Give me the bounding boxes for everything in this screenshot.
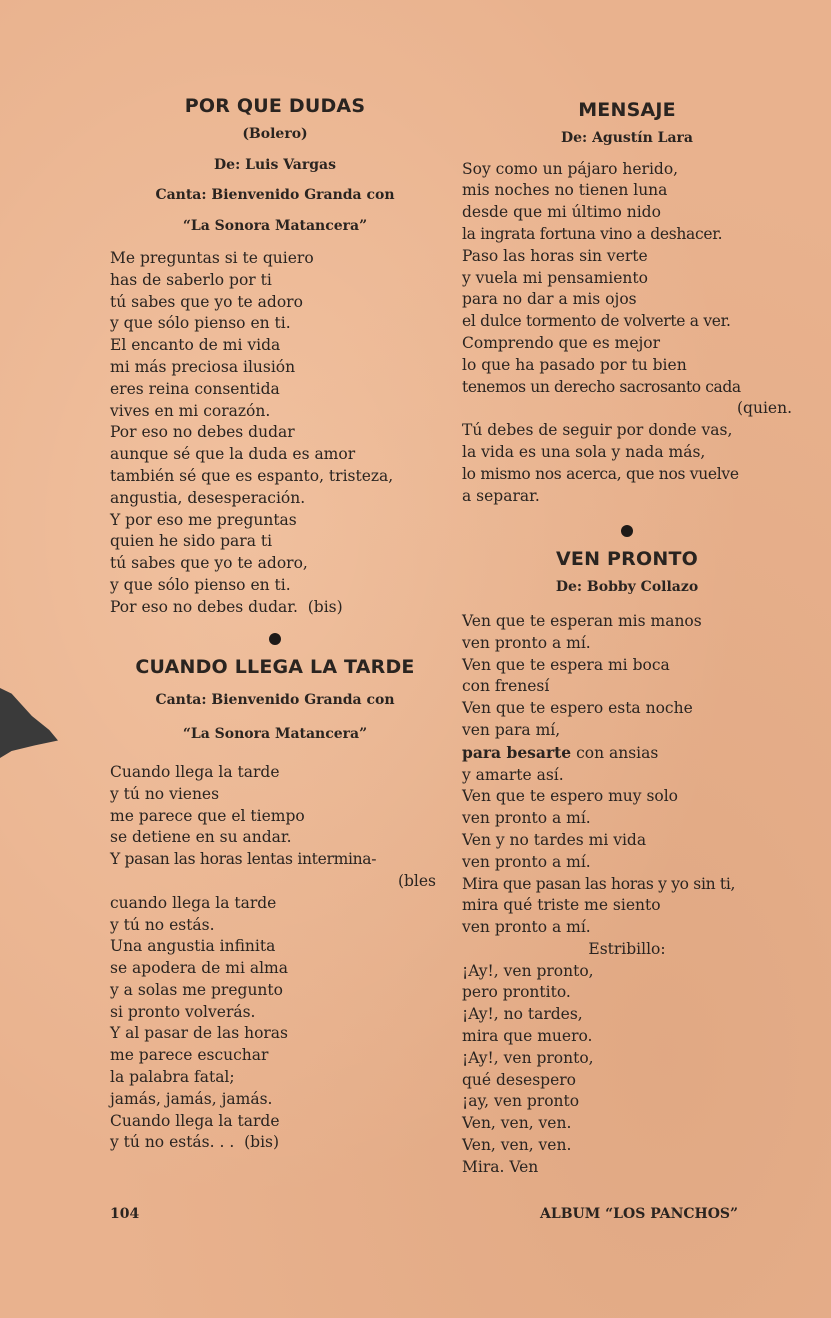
song-performer: Canta: Bienvenido Granda con — [155, 187, 395, 204]
lyric-line: has de saberlo por ti — [110, 270, 272, 289]
lyric-line: a separar. — [462, 486, 540, 505]
lyric-line: la palabra fatal; — [110, 1068, 235, 1087]
lyric-line: ven para mí, — [462, 720, 561, 739]
lyric-continuation: (quien. — [737, 399, 792, 418]
lyrics-mensaje — [462, 159, 792, 508]
section-bullet — [269, 633, 281, 645]
lyric-line: Ven que te espero muy solo — [462, 787, 679, 806]
album-name: ALBUM “LOS PANCHOS” — [540, 1206, 739, 1222]
lyric-line: vives en mi corazón. — [110, 401, 271, 420]
lyric-line: Mira. Ven — [462, 1157, 539, 1176]
lyric-continuation: (bles — [397, 871, 436, 890]
lyric-line: y tú no estás. . . (bis) — [110, 1133, 280, 1152]
lyric-line: y que sólo pienso en ti. — [110, 575, 291, 594]
page-number: 104 — [110, 1206, 140, 1222]
lyric-line: y tú no estás. — [110, 915, 215, 934]
lyric-line: y amarte así. — [462, 765, 564, 784]
lyric-line: se apodera de mi alma — [110, 959, 288, 978]
lyric-line: mis noches no tienen luna — [462, 181, 668, 200]
lyric-line: jamás, jamás, jamás. — [110, 1089, 273, 1108]
lyric-line: qué desespero — [462, 1070, 577, 1089]
song-genre: (Bolero) — [242, 125, 308, 142]
lyric-line: Ven que te esperan mis manos — [462, 611, 702, 630]
song-performer-group: “La Sonora Matancera” — [182, 726, 368, 743]
lyric-line: pero prontito. — [462, 983, 571, 1002]
lyric-line: ¡Ay!, ven pronto, — [462, 961, 594, 980]
lyric-line: tenemos un derecho sacrosanto cada — [462, 377, 741, 396]
lyric-line: se detiene en su andar. — [110, 828, 292, 847]
lyric-line: Soy como un pájaro herido, — [462, 159, 679, 178]
lyric-line: la ingrata fortuna vino a deshacer. — [462, 224, 723, 243]
lyric-line: mi más preciosa ilusión — [110, 357, 296, 376]
lyric-line: cuando llega la tarde — [110, 893, 277, 912]
lyric-line: Y pasan las horas lentas intermina- — [110, 850, 377, 869]
lyric-line: Cuando llega la tarde — [110, 1111, 280, 1130]
lyric-line: me parece que el tiempo — [110, 806, 305, 825]
lyric-line: Por eso no debes dudar. (bis) — [110, 597, 343, 616]
lyric-line: Paso las horas sin verte — [462, 246, 648, 265]
lyric-line: eres reina consentida — [110, 379, 280, 398]
lyric-line: también sé que es espanto, tristeza, — [110, 466, 394, 485]
song-title-ven-pronto: VEN PRONTO — [556, 548, 698, 571]
lyric-line: Ven, ven, ven. — [462, 1114, 572, 1133]
lyric-line: tú sabes que yo te adoro — [110, 292, 303, 311]
lyric-line: Y al pasar de las horas — [110, 1024, 289, 1043]
lyric-line: Me preguntas si te quiero — [110, 248, 314, 267]
lyric-line: ¡Ay!, no tardes, — [462, 1005, 583, 1024]
lyric-line: Ven que te espera mi boca — [462, 655, 670, 674]
song-author: De: Bobby Collazo — [555, 579, 699, 596]
lyric-line: Mira que pasan las horas y yo sin ti, — [462, 874, 736, 893]
song-author: De: Agustín Lara — [560, 129, 693, 146]
right-column — [462, 100, 792, 1179]
lyric-line: aunque sé que la duda es amor — [110, 445, 356, 464]
song-author: De: Luis Vargas — [214, 156, 336, 173]
torn-edge — [0, 688, 58, 758]
song-title-por-que-dudas: POR QUE DUDAS — [184, 95, 366, 117]
song-title-cuando-llega-la-tarde: CUANDO LLEGA LA TARDE — [135, 655, 415, 678]
lyric-line: mira qué triste me siento — [462, 896, 661, 915]
lyric-line-mixed — [462, 742, 792, 765]
lyric-line: Por eso no debes dudar — [110, 423, 295, 442]
lyric-line: ven pronto a mí. — [462, 852, 591, 871]
lyric-line: lo que ha pasado por tu bien — [462, 355, 687, 374]
lyric-line: El encanto de mi vida — [110, 336, 281, 355]
lyric-line: y vuela mi pensamiento — [462, 268, 648, 287]
lyric-line: quien he sido para ti — [110, 532, 273, 551]
lyric-line: para no dar a mis ojos — [462, 290, 637, 309]
lyric-line: la vida es una sola y nada más, — [462, 442, 706, 461]
lyric-text: con ansias — [571, 743, 659, 762]
lyric-line: ven pronto a mí. — [462, 809, 591, 828]
lyric-line: Una angustia infinita — [110, 937, 276, 956]
lyrics-ven-pronto — [462, 611, 792, 1179]
left-column — [110, 96, 440, 1154]
lyric-line: ven pronto a mí. — [462, 633, 591, 652]
lyric-line: lo mismo nos acerca, que nos vuelve — [462, 464, 739, 483]
lyric-line: y que sólo pienso en ti. — [110, 314, 291, 333]
lyric-line: Comprendo que es mejor — [462, 333, 661, 352]
lyric-line: ¡ay, ven pronto — [462, 1092, 580, 1111]
lyric-line: y tú no vienes — [110, 784, 220, 803]
lyric-line: Tú debes de seguir por donde vas, — [462, 421, 733, 440]
lyric-line: tú sabes que yo te adoro, — [110, 554, 308, 573]
lyric-line: ven pronto a mí. — [462, 918, 591, 937]
lyric-line: angustia, desesperación. — [110, 488, 306, 507]
lyrics-cuando-llega-la-tarde — [110, 762, 440, 1154]
chorus-label: Estribillo: — [588, 939, 666, 958]
lyric-line: si pronto volverás. — [110, 1002, 256, 1021]
lyric-line: desde que mi último nido — [462, 203, 661, 222]
song-title-mensaje: MENSAJE — [578, 99, 676, 121]
lyric-line: Ven que te espero esta noche — [462, 699, 693, 718]
lyric-line: el dulce tormento de volverte a ver. — [462, 312, 731, 331]
lyric-line: Ven y no tardes mi vida — [462, 830, 647, 849]
lyric-line: con frenesí — [462, 677, 550, 696]
lyric-line: Ven, ven, ven. — [462, 1136, 572, 1155]
lyric-line: me parece escuchar — [110, 1046, 269, 1065]
lyric-bold-text: para besarte — [462, 742, 572, 762]
lyric-line: ¡Ay!, ven pronto, — [462, 1048, 594, 1067]
song-performer: Canta: Bienvenido Granda con — [155, 692, 395, 709]
song-performer-group: “La Sonora Matancera” — [182, 218, 368, 235]
lyric-line: y a solas me pregunto — [110, 980, 283, 999]
section-bullet — [621, 525, 633, 537]
lyrics-por-que-dudas — [110, 248, 440, 619]
lyric-line: Y por eso me preguntas — [110, 510, 297, 529]
lyric-line: Cuando llega la tarde — [110, 762, 280, 781]
lyric-line: mira que muero. — [462, 1027, 593, 1046]
